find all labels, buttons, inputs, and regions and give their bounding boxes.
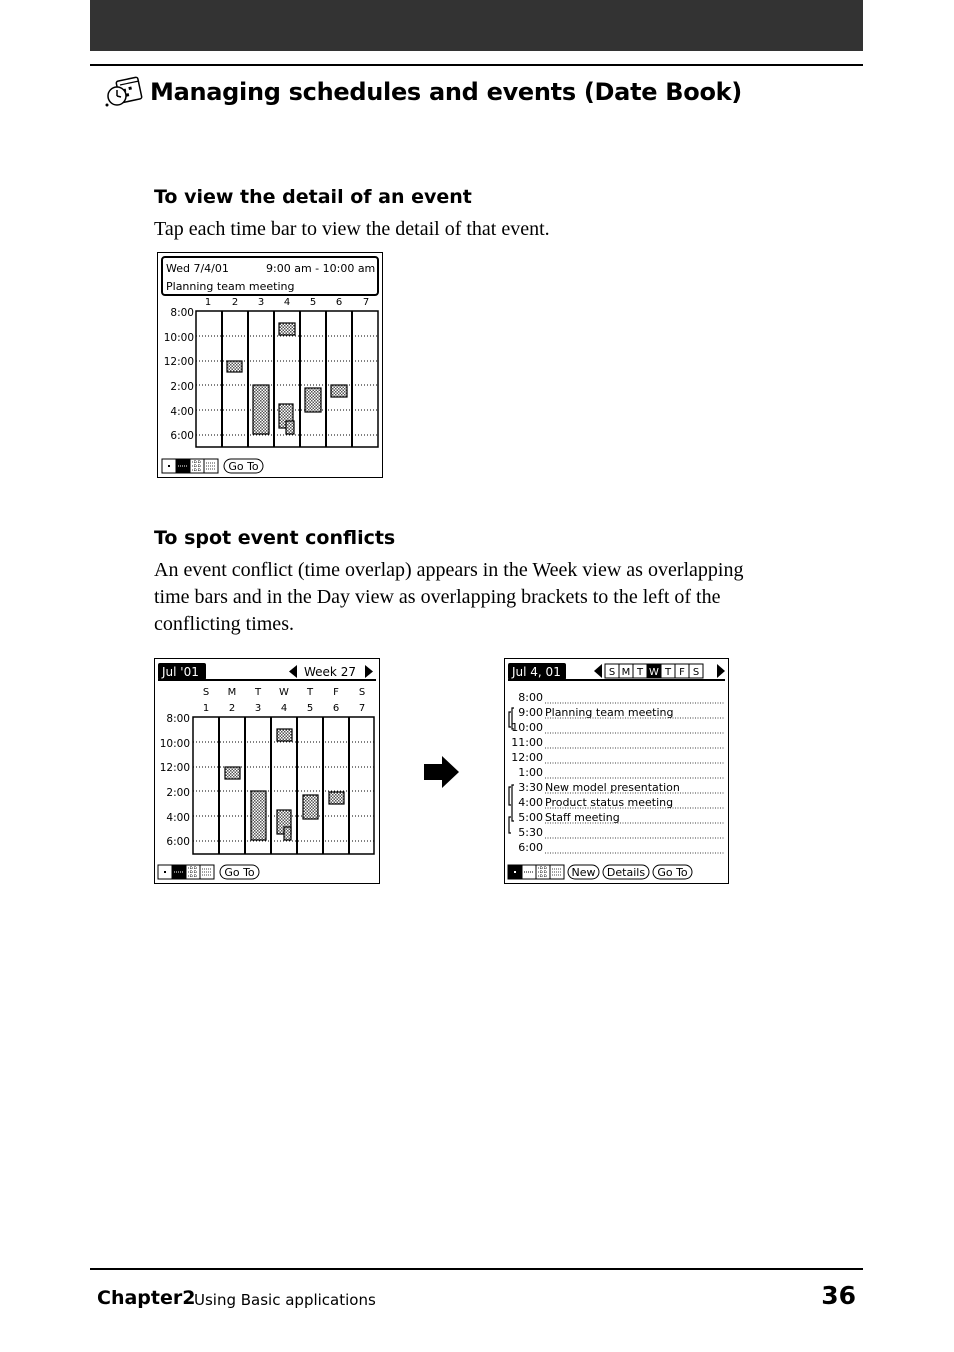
body-line: time bars and in the Day view as overlapping brackets to the left of the xyxy=(154,586,721,608)
time-label: 6:00 xyxy=(170,430,194,442)
time-label: 12:00 xyxy=(159,762,190,774)
time-label: 8:00 xyxy=(170,307,194,319)
time-label: 2:00 xyxy=(166,787,190,799)
view-selector xyxy=(158,865,214,879)
day-number: 3 xyxy=(254,703,262,714)
go-to-label: Go To xyxy=(228,460,259,473)
row-event[interactable]: New model presentation xyxy=(545,781,680,794)
body-line: conflicting times. xyxy=(154,613,294,635)
day-letter-selected: W xyxy=(649,667,659,678)
day-number: 2 xyxy=(228,703,236,714)
day-number: 2 xyxy=(231,297,239,308)
week-view-detail-screenshot xyxy=(157,252,383,478)
next-week-arrow[interactable] xyxy=(365,665,373,678)
day-letter: T xyxy=(254,687,262,698)
page-number: 36 xyxy=(821,1281,856,1310)
section-heading-conflicts: To spot event conflicts xyxy=(154,527,396,549)
footer-subtitle: Using Basic applications xyxy=(194,1291,376,1309)
event-time-bar[interactable] xyxy=(329,792,344,804)
day-view-screenshot xyxy=(504,658,729,884)
day-letter: M xyxy=(227,687,237,698)
day-number: 4 xyxy=(280,703,288,714)
day-letter: M xyxy=(621,667,631,678)
row-time: 11:00 xyxy=(511,736,543,749)
day-letter: S xyxy=(608,667,616,678)
day-letter: S xyxy=(202,687,210,698)
view-selector xyxy=(162,459,218,473)
footer-rule xyxy=(90,1268,863,1270)
previous-week-arrow[interactable] xyxy=(594,664,602,678)
time-label: 8:00 xyxy=(166,713,190,725)
week-day-selector xyxy=(605,664,703,678)
right-arrow-icon xyxy=(424,756,460,788)
go-to-label: Go To xyxy=(224,866,255,879)
view-selector xyxy=(508,865,564,879)
time-label: 2:00 xyxy=(170,381,194,393)
header-bar xyxy=(90,0,863,51)
event-time-bar[interactable] xyxy=(279,323,295,335)
month-label: Jul '01 xyxy=(162,665,199,679)
details-button-label: Details xyxy=(606,866,646,879)
day-letter: T xyxy=(306,687,314,698)
day-letter: F xyxy=(333,687,339,698)
popup-description: Planning team meeting xyxy=(166,280,295,293)
row-time: 6:00 xyxy=(518,841,543,854)
day-letter: F xyxy=(679,667,685,678)
date-book-icon xyxy=(104,76,144,108)
event-time-bar[interactable] xyxy=(227,361,242,372)
day-number: 5 xyxy=(306,703,314,714)
day-number: 6 xyxy=(332,703,340,714)
row-time: 5:30 xyxy=(518,826,543,839)
body-line: An event conflict (time overlap) appears in the Week view as overlapping xyxy=(154,559,744,581)
event-time-bar[interactable] xyxy=(286,421,294,434)
day-number: 5 xyxy=(309,297,317,308)
day-letter: S xyxy=(358,687,366,698)
event-time-bar[interactable] xyxy=(251,791,266,840)
row-event[interactable]: Staff meeting xyxy=(545,811,620,824)
row-time: 9:00 xyxy=(518,706,543,719)
day-number: 3 xyxy=(257,297,265,308)
day-number: 4 xyxy=(283,297,291,308)
row-time: 10:00 xyxy=(511,721,543,734)
popup-date: Wed 7/4/01 xyxy=(166,262,229,275)
row-time: 3:30 xyxy=(518,781,543,794)
row-time: 12:00 xyxy=(511,751,543,764)
time-label: 10:00 xyxy=(163,332,194,344)
day-letter: S xyxy=(692,667,700,678)
section-heading-view-detail: To view the detail of an event xyxy=(154,186,472,208)
header-rule xyxy=(90,64,863,66)
section-body-conflicts xyxy=(154,557,743,638)
week-label: Week 27 xyxy=(304,665,356,679)
week-view-screenshot xyxy=(154,658,380,884)
footer-chapter: Chapter2 xyxy=(97,1287,196,1309)
day-letter: W xyxy=(279,687,289,698)
day-number: 1 xyxy=(202,703,210,714)
day-letter: T xyxy=(664,667,672,678)
row-lines xyxy=(545,703,724,853)
date-label: Jul 4, 01 xyxy=(512,665,561,679)
new-button-label: New xyxy=(571,866,596,879)
event-time-bar[interactable] xyxy=(284,827,291,840)
day-letter: T xyxy=(636,667,644,678)
page-title: Managing schedules and events (Date Book) xyxy=(150,78,742,106)
row-event[interactable]: Planning team meeting xyxy=(545,706,674,719)
event-time-bar[interactable] xyxy=(305,388,321,412)
go-to-label: Go To xyxy=(657,866,688,879)
event-time-bar[interactable] xyxy=(331,385,347,397)
event-time-bar[interactable] xyxy=(277,729,292,741)
time-label: 10:00 xyxy=(159,738,190,750)
day-number: 7 xyxy=(358,703,366,714)
row-event[interactable]: Product status meeting xyxy=(545,796,674,809)
time-label: 12:00 xyxy=(163,356,194,368)
section-body-view-detail: Tap each time bar to view the detail of that event. xyxy=(154,218,550,240)
row-time: 5:00 xyxy=(518,811,543,824)
next-week-arrow[interactable] xyxy=(717,664,725,678)
title-block xyxy=(104,76,742,108)
event-time-bar[interactable] xyxy=(253,385,269,434)
time-label: 4:00 xyxy=(170,406,194,418)
time-label: 6:00 xyxy=(166,836,190,848)
day-number: 7 xyxy=(362,297,370,308)
event-time-bar[interactable] xyxy=(225,767,240,779)
day-number: 6 xyxy=(335,297,343,308)
previous-week-arrow[interactable] xyxy=(289,665,297,678)
day-number: 1 xyxy=(204,297,212,308)
row-time: 1:00 xyxy=(518,766,543,779)
row-time: 8:00 xyxy=(518,691,543,704)
popup-time: 9:00 am - 10:00 am xyxy=(266,262,376,275)
row-time: 4:00 xyxy=(518,796,543,809)
time-label: 4:00 xyxy=(166,812,190,824)
event-time-bar[interactable] xyxy=(303,795,318,819)
